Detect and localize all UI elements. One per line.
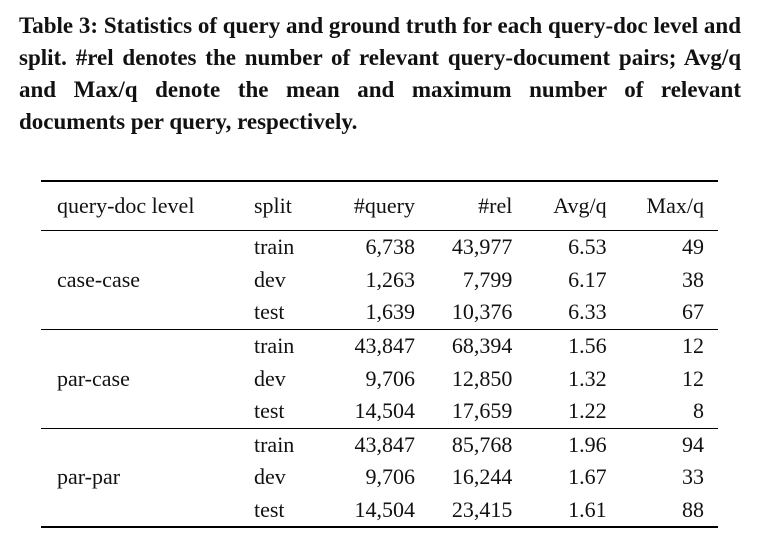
header-split: split (253, 193, 292, 218)
cell-rel: 10,376 (451, 299, 513, 325)
caption-text: Statistics of query and ground truth for each query-doc level and split. #rel denotes the number of relevant query-document pairs; Avg/q and Max/q denote the mean and maximum number of relevant documents per query, respectively. (19, 13, 742, 134)
cell-query: 43,847 (354, 431, 415, 457)
cell-max: 67 (682, 299, 704, 325)
cell-split: train (253, 431, 295, 457)
cell-rel: 16,244 (451, 464, 513, 490)
cell-max: 12 (682, 333, 704, 359)
header-rel: #rel (478, 193, 513, 218)
cell-split: dev (253, 365, 286, 391)
group-level-label: case-case (57, 266, 141, 292)
cell-avg: 1.61 (568, 497, 607, 523)
group-par-par (41, 428, 718, 527)
cell-query: 14,504 (354, 398, 415, 424)
caption-label: Table 3: (19, 13, 99, 38)
cell-query: 1,639 (365, 299, 415, 325)
cell-query: 6,738 (365, 234, 415, 260)
cell-query: 43,847 (354, 333, 415, 359)
cell-max: 94 (682, 431, 704, 457)
header-query: #query (353, 193, 415, 218)
cell-split: dev (253, 266, 286, 292)
cell-query: 14,504 (354, 497, 415, 523)
header-avg-q: Avg/q (553, 193, 607, 218)
table-header-row (41, 181, 718, 231)
cell-avg: 1.32 (568, 365, 607, 391)
table-row (41, 329, 718, 362)
cell-rel: 7,799 (462, 266, 513, 292)
cell-query: 9,706 (365, 365, 415, 391)
cell-max: 12 (682, 365, 704, 391)
cell-rel: 12,850 (451, 365, 513, 391)
cell-split: test (253, 299, 285, 325)
cell-avg: 1.22 (568, 398, 607, 424)
cell-avg: 6.33 (568, 299, 607, 325)
cell-split: test (253, 497, 285, 523)
cell-rel: 85,768 (451, 431, 513, 457)
cell-split: train (253, 333, 295, 359)
cell-max: 88 (682, 497, 704, 523)
cell-split: test (253, 398, 285, 424)
cell-max: 33 (682, 464, 704, 490)
cell-max: 38 (682, 266, 704, 292)
header-max-q: Max/q (646, 193, 704, 218)
cell-avg: 1.96 (568, 431, 607, 457)
group-case-case (41, 231, 718, 330)
group-par-case (41, 329, 718, 428)
table-row (41, 231, 718, 264)
table-caption (19, 10, 741, 138)
cell-rel: 23,415 (451, 497, 513, 523)
cell-query: 9,706 (365, 464, 415, 490)
cell-rel: 17,659 (451, 398, 513, 424)
statistics-table (41, 180, 718, 528)
cell-max: 49 (682, 234, 704, 260)
cell-avg: 6.17 (568, 266, 607, 292)
cell-split: train (253, 234, 295, 260)
cell-rel: 68,394 (451, 333, 513, 359)
cell-max: 8 (693, 398, 704, 424)
cell-avg: 1.56 (568, 333, 607, 359)
cell-avg: 1.67 (568, 464, 607, 490)
group-level-label: par-case (57, 365, 130, 391)
cell-avg: 6.53 (568, 234, 607, 260)
header-query-doc-level: query-doc level (57, 193, 195, 218)
table-row (41, 428, 718, 461)
group-level-label: par-par (57, 464, 121, 490)
cell-split: dev (253, 464, 286, 490)
cell-rel: 43,977 (451, 234, 513, 260)
cell-query: 1,263 (365, 266, 415, 292)
